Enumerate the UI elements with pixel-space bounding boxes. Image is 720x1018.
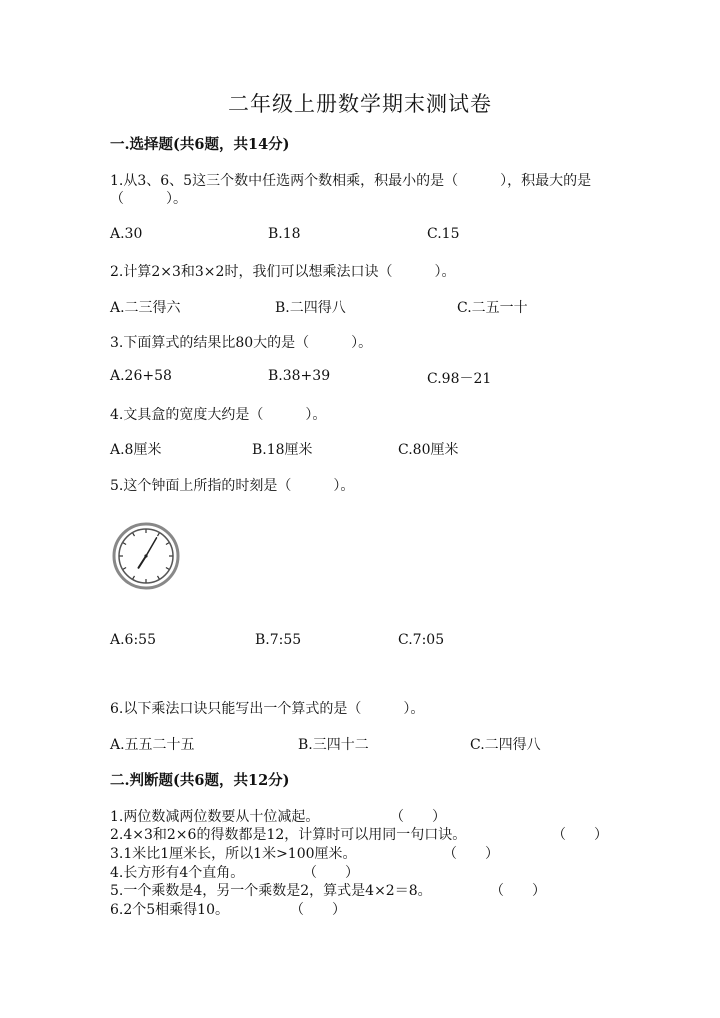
question-1-text-cont: （ ）。 bbox=[110, 191, 187, 207]
question-5-text: 5.这个钟面上所指的时刻是（ ）。 bbox=[110, 478, 355, 494]
question-1-option-a: A.30 bbox=[110, 226, 143, 242]
question-2-option-a: A.二三得六 bbox=[110, 300, 181, 316]
question-3-option-b: B.38+39 bbox=[268, 368, 331, 384]
question-4-option-a: A.8厘米 bbox=[110, 442, 162, 458]
question-1-option-b: B.18 bbox=[268, 226, 301, 242]
section-heading-judgement: 二.判断题(共6题，共12分) bbox=[110, 772, 290, 789]
judgement-4-text: 4.长方形有4个直角。 bbox=[110, 865, 245, 881]
question-6-option-b: B.三四十二 bbox=[298, 737, 369, 753]
clock-face-image bbox=[112, 522, 180, 590]
question-3-option-a: A.26+58 bbox=[110, 368, 172, 384]
question-1-text: 1.从3、6、5这三个数中任选两个数相乘，积最小的是（ ），积最大的是 bbox=[110, 173, 592, 189]
judgement-3-paren: （ ） bbox=[443, 846, 499, 862]
judgement-3-text: 3.1米比1厘米长，所以1米>100厘米。 bbox=[110, 846, 357, 862]
question-6-option-c: C.二四得八 bbox=[470, 737, 541, 753]
question-5-option-c: C.7:05 bbox=[398, 632, 445, 648]
page-title: 二年级上册数学期末测试卷 bbox=[228, 92, 492, 116]
question-3-text: 3.下面算式的结果比80大的是（ ）。 bbox=[110, 335, 373, 351]
judgement-6-paren: （ ） bbox=[290, 902, 346, 918]
judgement-2-text: 2.4×3和2×6的得数都是12，计算时可以用同一句口诀。 bbox=[110, 827, 467, 843]
question-2-text: 2.计算2×3和3×2时，我们可以想乘法口诀（ ）。 bbox=[110, 264, 456, 280]
question-6-option-a: A.五五二十五 bbox=[110, 737, 195, 753]
judgement-1-paren: （ ） bbox=[390, 809, 446, 825]
judgement-5-text: 5.一个乘数是4，另一个乘数是2，算式是4×2＝8。 bbox=[110, 883, 432, 899]
question-4-text: 4.文具盒的宽度大约是（ ）。 bbox=[110, 407, 327, 423]
question-1-option-c: C.15 bbox=[427, 226, 460, 242]
section-heading-choice: 一.选择题(共6题，共14分) bbox=[110, 136, 290, 153]
judgement-6-text: 6.2个5相乘得10。 bbox=[110, 902, 229, 918]
judgement-2-paren: （ ） bbox=[552, 827, 608, 843]
question-2-option-b: B.二四得八 bbox=[275, 300, 346, 316]
question-5-option-a: A.6:55 bbox=[110, 632, 156, 648]
question-6-text: 6.以下乘法口诀只能写出一个算式的是（ ）。 bbox=[110, 701, 425, 717]
judgement-5-paren: （ ） bbox=[490, 883, 546, 899]
question-2-option-c: C.二五一十 bbox=[457, 300, 528, 316]
judgement-1-text: 1.两位数减两位数要从十位减起。 bbox=[110, 809, 320, 825]
question-5-option-b: B.7:55 bbox=[255, 632, 302, 648]
question-4-option-c: C.80厘米 bbox=[398, 442, 459, 458]
judgement-4-paren: （ ） bbox=[303, 865, 359, 881]
question-4-option-b: B.18厘米 bbox=[252, 442, 313, 458]
question-3-option-c: C.98－21 bbox=[427, 371, 492, 387]
